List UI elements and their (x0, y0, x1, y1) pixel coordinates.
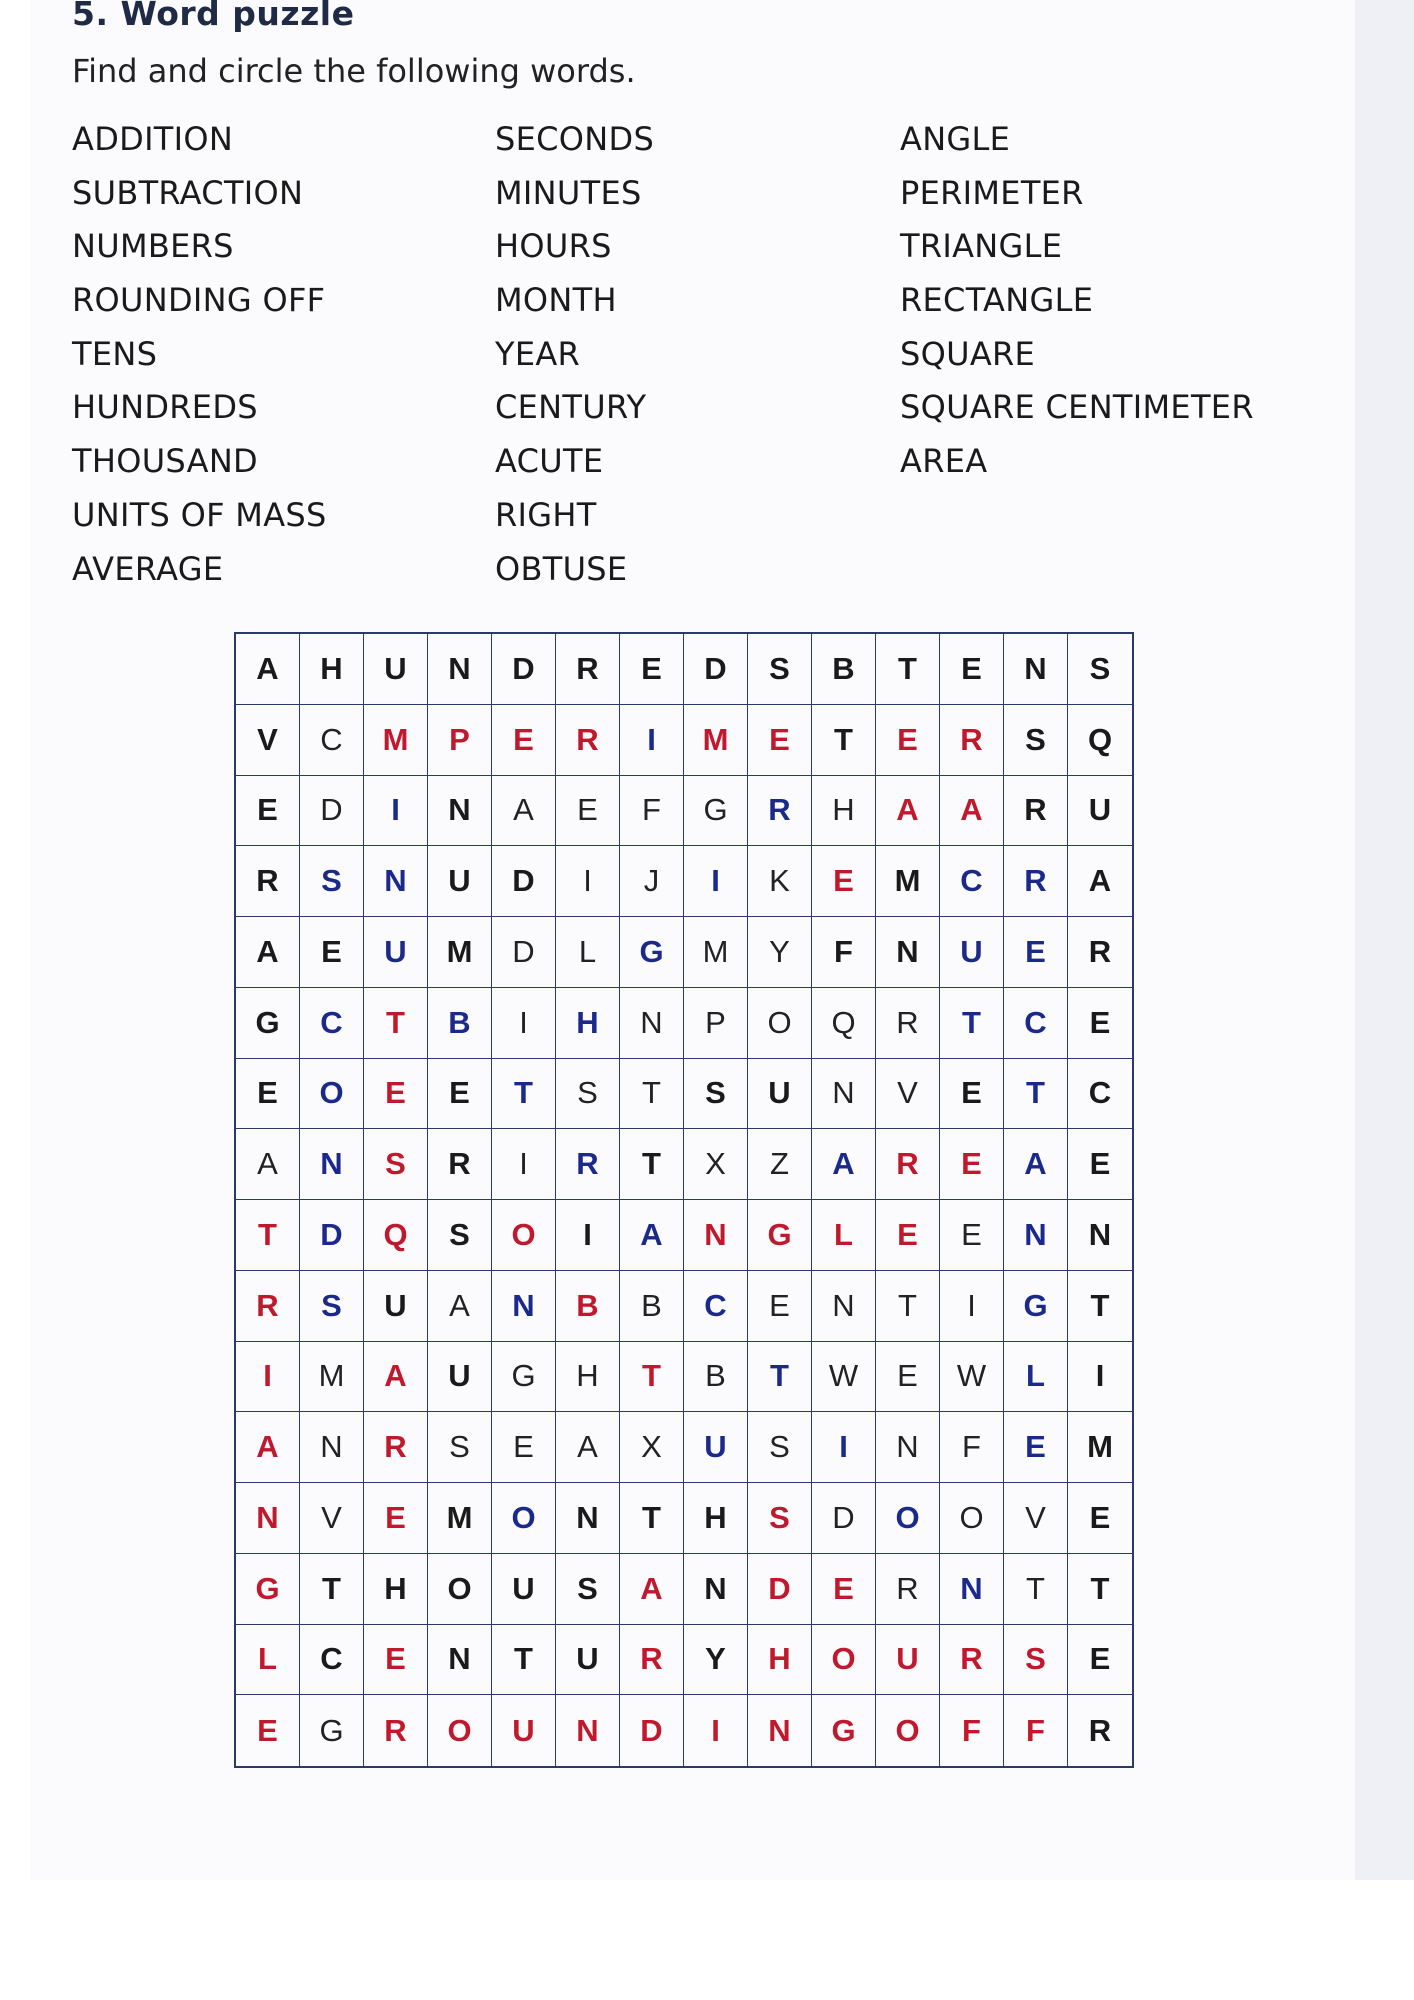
grid-cell[interactable]: Q (364, 1200, 428, 1271)
grid-cell[interactable]: M (876, 846, 940, 917)
grid-cell[interactable]: S (1004, 1625, 1068, 1696)
grid-cell[interactable]: T (1004, 1059, 1068, 1130)
grid-cell[interactable]: A (812, 1129, 876, 1200)
word-list-item: OBTUSE (495, 549, 628, 588)
grid-cell[interactable]: O (876, 1695, 940, 1766)
grid-cell[interactable]: I (236, 1342, 300, 1413)
grid-cell[interactable]: R (876, 1554, 940, 1625)
grid-cell[interactable]: C (940, 846, 1004, 917)
grid-cell[interactable]: P (684, 988, 748, 1059)
grid-cell[interactable]: R (364, 1695, 428, 1766)
grid-cell[interactable]: R (620, 1625, 684, 1696)
grid-cell[interactable]: D (812, 1483, 876, 1554)
grid-cell[interactable]: A (556, 1412, 620, 1483)
grid-cell[interactable]: G (236, 1554, 300, 1625)
word-list-item: SECONDS (495, 120, 655, 158)
grid-cell[interactable]: M (428, 1483, 492, 1554)
grid-cell[interactable]: H (684, 1483, 748, 1554)
grid-cell[interactable]: C (1068, 1059, 1132, 1130)
grid-cell[interactable]: D (300, 776, 364, 847)
grid-cell[interactable]: I (556, 1200, 620, 1271)
grid-cell[interactable]: H (364, 1554, 428, 1625)
grid-cell[interactable]: U (364, 917, 428, 988)
grid-cell[interactable]: O (940, 1483, 1004, 1554)
grid-cell[interactable]: G (684, 776, 748, 847)
grid-cell[interactable]: E (940, 634, 1004, 705)
grid-cell[interactable]: M (364, 705, 428, 776)
grid-cell[interactable]: T (620, 1342, 684, 1413)
grid-cell[interactable]: E (492, 1412, 556, 1483)
grid-cell[interactable]: I (812, 1412, 876, 1483)
grid-cell[interactable]: R (940, 1625, 1004, 1696)
grid-cell[interactable]: C (300, 1625, 364, 1696)
grid-cell[interactable]: B (620, 1271, 684, 1342)
grid-cell[interactable]: S (300, 846, 364, 917)
grid-cell[interactable]: D (492, 634, 556, 705)
grid-cell[interactable]: O (492, 1483, 556, 1554)
grid-cell[interactable]: T (876, 1271, 940, 1342)
grid-cell[interactable]: Q (1068, 705, 1132, 776)
grid-cell[interactable]: N (1004, 1200, 1068, 1271)
grid-cell[interactable]: R (748, 776, 812, 847)
grid-cell[interactable]: W (812, 1342, 876, 1413)
grid-cell[interactable]: F (620, 776, 684, 847)
grid-cell[interactable]: S (300, 1271, 364, 1342)
grid-cell[interactable]: N (1068, 1200, 1132, 1271)
grid-cell[interactable]: R (1088, 1712, 1112, 1748)
grid-cell[interactable]: P (428, 705, 492, 776)
grid-cell[interactable]: H (748, 1625, 812, 1696)
word-list-column-1 (72, 113, 327, 596)
grid-cell[interactable]: T (1004, 1554, 1068, 1625)
grid-cell[interactable]: S (364, 1129, 428, 1200)
grid-cell[interactable]: U (428, 1342, 492, 1413)
word-list-item: NUMBERS (72, 227, 234, 266)
grid-cell[interactable]: I (492, 988, 556, 1059)
word-list-item: ADDITION (72, 120, 234, 158)
grid-cell[interactable]: O (876, 1483, 940, 1554)
grid-cell[interactable]: G (236, 988, 300, 1059)
grid-cell[interactable]: N (684, 1554, 748, 1625)
grid-cell[interactable]: T (364, 988, 428, 1059)
grid-cell[interactable]: N (940, 1554, 1004, 1625)
grid-cell[interactable]: M (684, 917, 748, 988)
grid-cell[interactable]: E (748, 705, 812, 776)
grid-cell[interactable]: E (1068, 988, 1132, 1059)
grid-cell[interactable]: U (364, 1271, 428, 1342)
grid-cell[interactable]: L (1004, 1342, 1068, 1413)
grid-cell[interactable]: T (620, 1129, 684, 1200)
grid-cell[interactable]: O (748, 988, 812, 1059)
word-list-item: YEAR (495, 334, 581, 373)
grid-cell[interactable]: T (876, 634, 940, 705)
grid-cell[interactable]: M (428, 917, 492, 988)
grid-cell[interactable]: N (428, 1625, 492, 1696)
word-list-item: TENS (72, 334, 158, 373)
grid-cell[interactable]: A (620, 1200, 684, 1271)
word-list-item: PERIMETER (900, 173, 1084, 212)
grid-cell[interactable]: I (940, 1271, 1004, 1342)
grid-cell[interactable]: S (1004, 705, 1068, 776)
grid-cell[interactable]: I (620, 705, 684, 776)
grid-cell[interactable]: N (876, 1412, 940, 1483)
grid-cell[interactable]: E (1068, 1483, 1132, 1554)
grid-cell[interactable]: A (1004, 1129, 1068, 1200)
word-list-item: UNITS OF MASS (72, 495, 327, 534)
grid-cell[interactable]: D (620, 1695, 684, 1766)
grid-cell[interactable]: I (684, 1695, 748, 1766)
grid-cell[interactable]: V (1004, 1483, 1068, 1554)
grid-cell[interactable]: E (492, 705, 556, 776)
grid-cell[interactable]: O (300, 1059, 364, 1130)
grid-cell[interactable]: U (684, 1412, 748, 1483)
grid-cell[interactable]: T (492, 1059, 556, 1130)
section-heading: 5. Word puzzle (72, 0, 355, 33)
grid-cell[interactable]: O (812, 1625, 876, 1696)
grid-cell[interactable]: E (1004, 917, 1068, 988)
grid-cell[interactable]: U (364, 634, 428, 705)
grid-cell[interactable]: A (620, 1554, 684, 1625)
word-list-item: MINUTES (495, 173, 642, 212)
grid-cell[interactable]: M (1068, 1412, 1132, 1483)
grid-cell[interactable]: G (492, 1342, 556, 1413)
grid-cell[interactable]: V (236, 705, 300, 776)
grid-cell[interactable]: L (812, 1200, 876, 1271)
grid-cell[interactable]: E (236, 1695, 300, 1766)
grid-cell[interactable]: E (428, 1059, 492, 1130)
page-edge-shadow (1355, 0, 1414, 1880)
grid-cell[interactable]: R (940, 705, 1004, 776)
word-list-item: SQUARE CENTIMETER (900, 388, 1254, 427)
grid-cell[interactable]: F (940, 1412, 1004, 1483)
grid-cell[interactable]: E (940, 1059, 1004, 1130)
grid-cell[interactable]: B (812, 634, 876, 705)
word-list-item: TRIANGLE (900, 227, 1063, 266)
grid-cell[interactable]: R (556, 1129, 620, 1200)
word-list-item: MONTH (495, 281, 617, 320)
grid-cell[interactable]: D (492, 846, 556, 917)
grid-cell[interactable]: S (556, 1554, 620, 1625)
grid-cell[interactable]: B (684, 1342, 748, 1413)
grid-cell[interactable]: M (300, 1342, 364, 1413)
grid-cell[interactable]: H (556, 1342, 620, 1413)
grid-cell[interactable]: R (876, 988, 940, 1059)
word-list-item: RECTANGLE (900, 281, 1094, 320)
grid-cell[interactable]: V (876, 1059, 940, 1130)
grid-cell[interactable]: E (812, 1554, 876, 1625)
grid-cell[interactable]: S (556, 1059, 620, 1130)
grid-cell[interactable]: I (684, 846, 748, 917)
grid-cell[interactable]: R (556, 705, 620, 776)
grid-cell[interactable]: B (556, 1271, 620, 1342)
grid-cell[interactable]: E (812, 846, 876, 917)
grid-cell[interactable]: D (684, 634, 748, 705)
grid-cell[interactable]: I (1068, 1342, 1132, 1413)
grid-cell[interactable]: U (556, 1625, 620, 1696)
grid-cell[interactable]: E (1068, 1129, 1132, 1200)
grid-cell[interactable]: E (620, 634, 684, 705)
grid-cell[interactable]: N (428, 634, 492, 705)
grid-cell[interactable]: R (236, 846, 300, 917)
word-list-column-3 (900, 113, 1254, 489)
grid-cell[interactable]: A (428, 1271, 492, 1342)
grid-cell[interactable]: Z (748, 1129, 812, 1200)
grid-cell[interactable]: Y (748, 917, 812, 988)
grid-cell[interactable]: O (428, 1695, 492, 1766)
grid-cell[interactable]: N (812, 1271, 876, 1342)
word-list-column-2 (495, 113, 654, 596)
grid-cell[interactable]: E (300, 917, 364, 988)
grid-cell[interactable]: Y (684, 1625, 748, 1696)
grid-cell[interactable]: J (620, 846, 684, 917)
grid-cell[interactable]: L (556, 917, 620, 988)
grid-cell[interactable]: F (1004, 1695, 1068, 1766)
grid-cell[interactable]: U (748, 1059, 812, 1130)
grid-cell[interactable]: A (236, 1129, 300, 1200)
grid-cell[interactable]: K (748, 846, 812, 917)
grid-cell[interactable]: R (1068, 917, 1132, 988)
grid-cell[interactable]: N (748, 1695, 812, 1766)
grid-cell[interactable]: O (428, 1554, 492, 1625)
grid-cell[interactable]: T (1068, 1271, 1132, 1342)
grid-cell[interactable]: A (364, 1342, 428, 1413)
grid-cell[interactable]: Q (812, 988, 876, 1059)
grid-cell[interactable]: A (492, 776, 556, 847)
grid-cell[interactable]: T (812, 705, 876, 776)
grid-cell[interactable]: E (748, 1271, 812, 1342)
word-list-item: AVERAGE (72, 549, 224, 588)
word-list-item: RIGHT (495, 495, 597, 534)
grid-cell[interactable]: N (620, 988, 684, 1059)
grid-cell[interactable]: N (556, 1483, 620, 1554)
grid-cell[interactable]: H (556, 988, 620, 1059)
grid-cell[interactable]: S (428, 1200, 492, 1271)
grid-cell[interactable]: R (428, 1129, 492, 1200)
grid-cell[interactable]: R (556, 634, 620, 705)
grid-cell[interactable]: E (364, 1483, 428, 1554)
grid-cell[interactable]: C (300, 988, 364, 1059)
grid-cell[interactable]: D (300, 1200, 364, 1271)
grid-cell[interactable]: U (940, 917, 1004, 988)
grid-cell[interactable]: N (364, 846, 428, 917)
grid-cell[interactable]: T (940, 988, 1004, 1059)
grid-cell[interactable]: U (492, 1554, 556, 1625)
grid-cell[interactable]: M (684, 705, 748, 776)
grid-cell[interactable]: F (940, 1695, 1004, 1766)
word-list-item: SQUARE (900, 334, 1036, 373)
grid-cell[interactable]: T (236, 1200, 300, 1271)
word-list-item: HOURS (495, 227, 612, 266)
grid-cell[interactable]: E (940, 1129, 1004, 1200)
grid-cell[interactable]: V (300, 1483, 364, 1554)
grid-cell[interactable]: C (684, 1271, 748, 1342)
grid-cell[interactable]: H (300, 634, 364, 705)
grid-cell[interactable]: N (428, 776, 492, 847)
grid-cell[interactable]: N (300, 1129, 364, 1200)
word-list-item: SUBTRACTION (72, 173, 304, 212)
grid-cell[interactable]: R (1004, 776, 1068, 847)
grid-cell[interactable]: S (1068, 634, 1132, 705)
grid-cell[interactable]: L (236, 1625, 300, 1696)
grid-cell[interactable]: E (556, 776, 620, 847)
grid-cell[interactable]: A (876, 776, 940, 847)
grid-cell[interactable]: G (620, 917, 684, 988)
grid-cell[interactable]: A (236, 634, 300, 705)
grid-cell[interactable]: S (748, 1412, 812, 1483)
grid-cell[interactable]: N (684, 1200, 748, 1271)
grid-cell[interactable]: R (236, 1271, 300, 1342)
instruction-text: Find and circle the following words. (72, 52, 636, 90)
word-list-item: HUNDREDS (72, 388, 258, 427)
grid-cell[interactable]: G (748, 1200, 812, 1271)
grid-cell[interactable]: C (1004, 988, 1068, 1059)
grid-cell[interactable]: I (556, 846, 620, 917)
word-list-item: ACUTE (495, 442, 604, 481)
grid-cell[interactable]: X (620, 1412, 684, 1483)
grid-cell[interactable]: D (748, 1554, 812, 1625)
grid-cell[interactable]: S (684, 1059, 748, 1130)
grid-cell[interactable]: E (364, 1059, 428, 1130)
grid-cell[interactable]: G (812, 1695, 876, 1766)
grid-cell[interactable]: U (1068, 776, 1132, 847)
grid-cell[interactable]: E (876, 705, 940, 776)
grid-cell[interactable]: O (492, 1200, 556, 1271)
grid-cell[interactable]: X (684, 1129, 748, 1200)
grid-cell[interactable]: U (492, 1695, 556, 1766)
grid-cell[interactable]: E (1004, 1412, 1068, 1483)
word-list-item: ROUNDING OFF (72, 281, 326, 320)
grid-cell[interactable]: N (300, 1412, 364, 1483)
grid-cell[interactable]: R (876, 1129, 940, 1200)
grid-cell[interactable]: S (428, 1412, 492, 1483)
grid-cell[interactable]: I (492, 1129, 556, 1200)
grid-cell[interactable]: T (492, 1625, 556, 1696)
grid-cell[interactable]: N (556, 1695, 620, 1766)
grid-cell[interactable]: R (364, 1412, 428, 1483)
grid-cell[interactable]: I (364, 776, 428, 847)
grid-cell[interactable]: T (300, 1554, 364, 1625)
grid-cell[interactable]: E (1068, 1625, 1132, 1696)
grid-cell[interactable]: T (620, 1483, 684, 1554)
grid-cell[interactable]: A (236, 917, 300, 988)
grid-cell[interactable]: E (876, 1342, 940, 1413)
grid-cell[interactable]: A (1068, 846, 1132, 917)
word-list-item: THOUSAND (72, 442, 258, 481)
grid-cell[interactable]: T (748, 1342, 812, 1413)
grid-cell[interactable]: B (428, 988, 492, 1059)
grid-cell[interactable]: S (748, 1483, 812, 1554)
grid-cell[interactable]: C (300, 705, 364, 776)
grid-cell[interactable]: G (1004, 1271, 1068, 1342)
grid-cell[interactable]: N (236, 1483, 300, 1554)
word-search-grid (234, 632, 1134, 1768)
grid-cell[interactable]: R (1004, 846, 1068, 917)
grid-cell[interactable]: D (492, 917, 556, 988)
grid-cell[interactable]: W (940, 1342, 1004, 1413)
word-list-item: ANGLE (900, 120, 1011, 158)
grid-cell[interactable]: N (812, 1059, 876, 1130)
grid-cell[interactable]: A (940, 776, 1004, 847)
word-list-item: AREA (900, 442, 988, 481)
grid-cell[interactable]: A (236, 1412, 300, 1483)
grid-cell[interactable]: T (620, 1059, 684, 1130)
grid-cell[interactable]: U (428, 846, 492, 917)
word-list-item: CENTURY (495, 388, 647, 427)
grid-cell[interactable]: N (1004, 634, 1068, 705)
grid-cell[interactable]: S (748, 634, 812, 705)
grid-cell[interactable]: E (236, 776, 300, 847)
grid-cell[interactable]: T (1068, 1554, 1132, 1625)
grid-cell[interactable]: E (940, 1200, 1004, 1271)
grid-cell[interactable]: H (812, 776, 876, 847)
grid-cell[interactable]: E (876, 1200, 940, 1271)
grid-cell[interactable]: E (364, 1625, 428, 1696)
grid-cell[interactable]: N (492, 1271, 556, 1342)
grid-cell[interactable]: E (236, 1059, 300, 1130)
grid-cell[interactable]: U (876, 1625, 940, 1696)
grid-cell[interactable]: N (876, 917, 940, 988)
grid-cell[interactable]: G (300, 1695, 364, 1766)
grid-cell[interactable]: F (812, 917, 876, 988)
